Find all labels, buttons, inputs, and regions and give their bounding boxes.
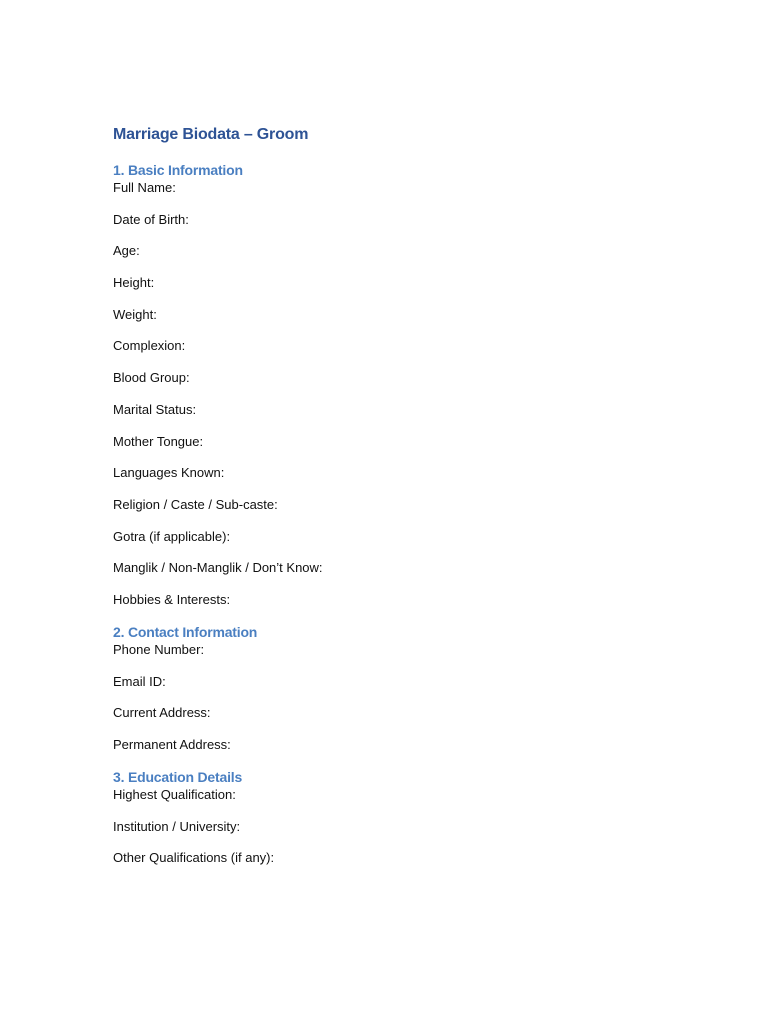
section-education-details [113,767,713,866]
field-religion-caste: Religion / Caste / Sub-caste: [113,496,278,512]
field-full-name: Full Name: [113,180,176,195]
field-blood-group: Blood Group: [113,370,190,386]
field-age: Age: [113,243,140,259]
field-date-of-birth: Date of Birth: [113,211,189,227]
section-heading: 2. Contact Information [113,623,258,640]
field-highest-qualification: Highest Qualification: [113,787,236,802]
field-height: Height: [113,275,155,291]
section-heading: 3. Education Details [113,769,243,785]
field-other-qualifications: Other Qualifications (if any): [113,850,275,866]
document-page [113,124,713,880]
field-marital-status: Marital Status: [113,401,197,417]
section-contact-information [113,622,713,753]
field-gotra: Gotra (if applicable): [113,528,231,544]
field-phone-number: Phone Number: [113,641,205,657]
field-institution: Institution / University: [113,818,241,834]
field-complexion: Complexion: [113,338,186,354]
field-list [113,642,713,753]
field-email-id: Email ID: [113,673,166,689]
field-current-address: Current Address: [113,705,211,721]
document-title: Marriage Biodata – Groom [113,126,309,143]
field-weight: Weight: [113,306,157,322]
field-list [113,180,713,608]
field-permanent-address: Permanent Address: [113,737,231,752]
field-manglik: Manglik / Non-Manglik / Don’t Know: [113,560,323,576]
field-mother-tongue: Mother Tongue: [113,433,204,449]
field-languages-known: Languages Known: [113,465,225,481]
section-basic-information [113,160,713,608]
section-heading: 1. Basic Information [113,162,243,178]
field-list [113,787,713,866]
field-hobbies: Hobbies & Interests: [113,591,231,607]
